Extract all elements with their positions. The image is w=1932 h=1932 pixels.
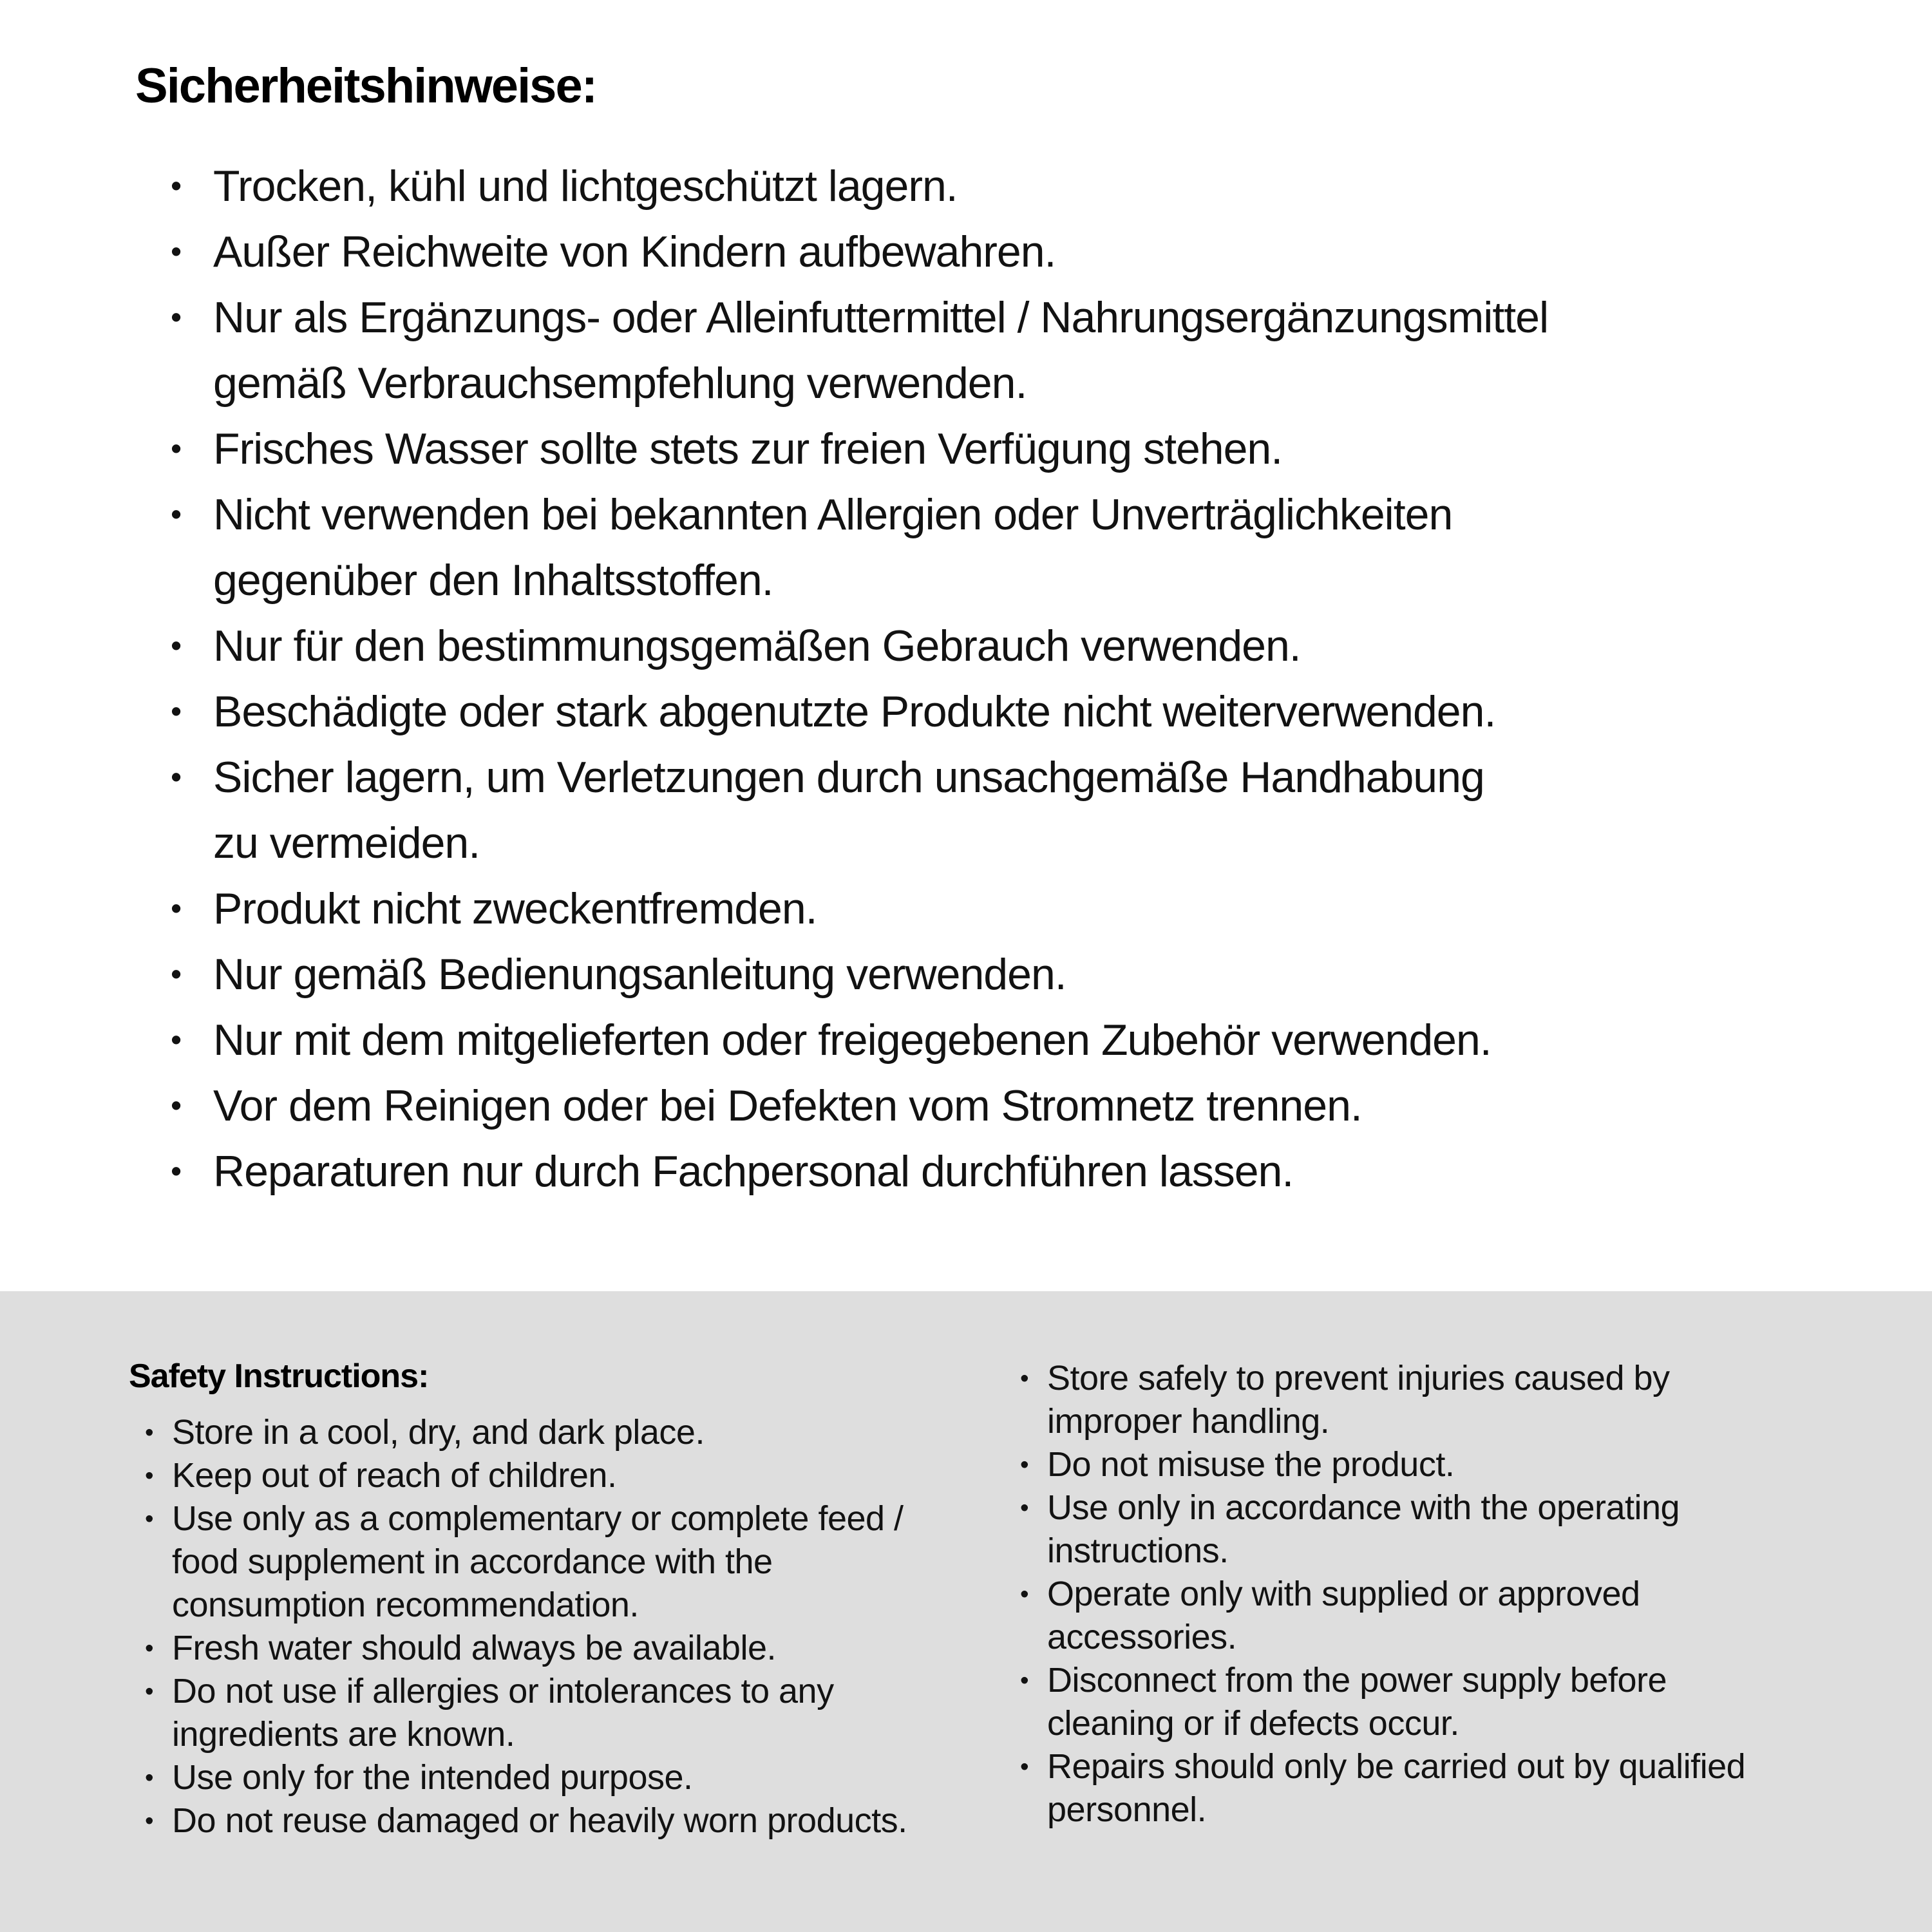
list-item-text: Use only as a complementary or complete feed / food supplement in accordance with the consumption recommendation. — [172, 1499, 904, 1624]
list-item — [1020, 1486, 1922, 1573]
list-item — [145, 1627, 1008, 1670]
list-item — [1020, 1573, 1922, 1659]
list-item-text: Do not reuse damaged or heavily worn products. — [172, 1801, 907, 1840]
list-item-text: Reparaturen nur durch Fachpersonal durchführen lassen. — [213, 1147, 1294, 1196]
list-item-text: Vor dem Reinigen oder bei Defekten vom Stromnetz trennen. — [213, 1081, 1362, 1130]
bullet-icon: • — [171, 431, 182, 466]
list-item — [145, 1497, 1008, 1627]
german-list — [171, 153, 1909, 1204]
list-item — [171, 1073, 1909, 1139]
list-item-text: Nur als Ergänzungs- oder Alleinfuttermittel / Nahrungsergänzungsmittel gemäß Verbrauchsempfehlung verwenden. — [213, 293, 1549, 408]
english-section — [0, 1291, 1932, 1932]
bullet-icon: • — [145, 1807, 154, 1835]
list-item-text: Store safely to prevent injuries caused by improper handling. — [1047, 1359, 1670, 1441]
bullet-icon: • — [171, 891, 182, 926]
bullet-icon: • — [171, 760, 182, 795]
list-item — [1020, 1745, 1922, 1832]
bullet-icon: • — [171, 234, 182, 269]
list-item — [1020, 1659, 1922, 1745]
list-item — [171, 942, 1909, 1007]
list-item-text: Do not misuse the product. — [1047, 1445, 1455, 1484]
list-item — [171, 285, 1909, 416]
english-list-right — [1020, 1357, 1922, 1832]
list-item-text: Fresh water should always be available. — [172, 1629, 776, 1667]
list-item — [171, 876, 1909, 942]
list-item — [1020, 1357, 1922, 1443]
list-item-text: Nur gemäß Bedienungsanleitung verwenden. — [213, 950, 1066, 999]
list-item-text: Disconnect from the power supply before cleaning or if defects occur. — [1047, 1661, 1667, 1743]
list-item — [171, 744, 1909, 876]
list-item — [171, 679, 1909, 744]
bullet-icon: • — [171, 497, 182, 532]
list-item — [145, 1454, 1008, 1497]
bullet-icon: • — [1020, 1494, 1029, 1522]
list-item-text: Beschädigte oder stark abgenutzte Produkte nicht weiterverwenden. — [213, 687, 1496, 736]
list-item-text: Nur mit dem mitgelieferten oder freigegebenen Zubehör verwenden. — [213, 1016, 1492, 1065]
bullet-icon: • — [1020, 1451, 1029, 1479]
list-item-text: Frisches Wasser sollte stets zur freien Verfügung stehen. — [213, 424, 1283, 473]
bullet-icon: • — [1020, 1753, 1029, 1781]
english-title: Safety Instructions: — [129, 1358, 429, 1395]
english-list-left — [145, 1411, 1008, 1842]
list-item-text: Repairs should only be carried out by qualified personnel. — [1047, 1747, 1746, 1829]
list-item-text: Keep out of reach of children. — [172, 1456, 617, 1495]
list-item — [145, 1670, 1008, 1756]
list-item-text: Store in a cool, dry, and dark place. — [172, 1413, 705, 1452]
list-item-text: Use only in accordance with the operating instructions. — [1047, 1488, 1680, 1570]
bullet-icon: • — [1020, 1580, 1029, 1608]
list-item-text: Außer Reichweite von Kindern aufbewahren. — [213, 227, 1056, 276]
bullet-icon: • — [171, 1154, 182, 1189]
bullet-icon: • — [145, 1505, 154, 1533]
bullet-icon: • — [171, 957, 182, 992]
list-item-text: Sicher lagern, um Verletzungen durch unsachgemäße Handhabung zu vermeiden. — [213, 753, 1484, 867]
bullet-icon: • — [145, 1419, 154, 1446]
bullet-icon: • — [145, 1634, 154, 1662]
list-item-text: Trocken, kühl und lichtgeschützt lagern. — [213, 162, 958, 211]
list-item — [171, 219, 1909, 285]
bullet-icon: • — [171, 629, 182, 663]
list-item — [171, 153, 1909, 219]
list-item-text: Use only for the intended purpose. — [172, 1758, 693, 1797]
bullet-icon: • — [1020, 1365, 1029, 1392]
list-item — [171, 613, 1909, 679]
list-item-text: Operate only with supplied or approved accessories. — [1047, 1575, 1640, 1656]
bullet-icon: • — [171, 1088, 182, 1123]
list-item — [1020, 1443, 1922, 1486]
bullet-icon: • — [145, 1764, 154, 1792]
bullet-icon: • — [1020, 1667, 1029, 1694]
german-title: Sicherheitshinweise: — [135, 59, 597, 113]
bullet-icon: • — [171, 300, 182, 335]
list-item — [145, 1411, 1008, 1454]
bullet-icon: • — [171, 169, 182, 204]
list-item-text: Do not use if allergies or intolerances to any ingredients are known. — [172, 1672, 834, 1754]
bullet-icon: • — [171, 1023, 182, 1057]
list-item — [171, 416, 1909, 482]
list-item-text: Nicht verwenden bei bekannten Allergien oder Unverträglichkeiten gegenüber den Inhaltsstoffen. — [213, 490, 1453, 605]
bullet-icon: • — [145, 1678, 154, 1705]
list-item — [145, 1799, 1008, 1842]
list-item-text: Produkt nicht zweckentfremden. — [213, 884, 817, 933]
list-item — [171, 1139, 1909, 1204]
list-item — [145, 1756, 1008, 1799]
list-item-text: Nur für den bestimmungsgemäßen Gebrauch verwenden. — [213, 621, 1301, 670]
bullet-icon: • — [145, 1462, 154, 1490]
list-item — [171, 482, 1909, 613]
list-item — [171, 1007, 1909, 1073]
bullet-icon: • — [171, 694, 182, 729]
